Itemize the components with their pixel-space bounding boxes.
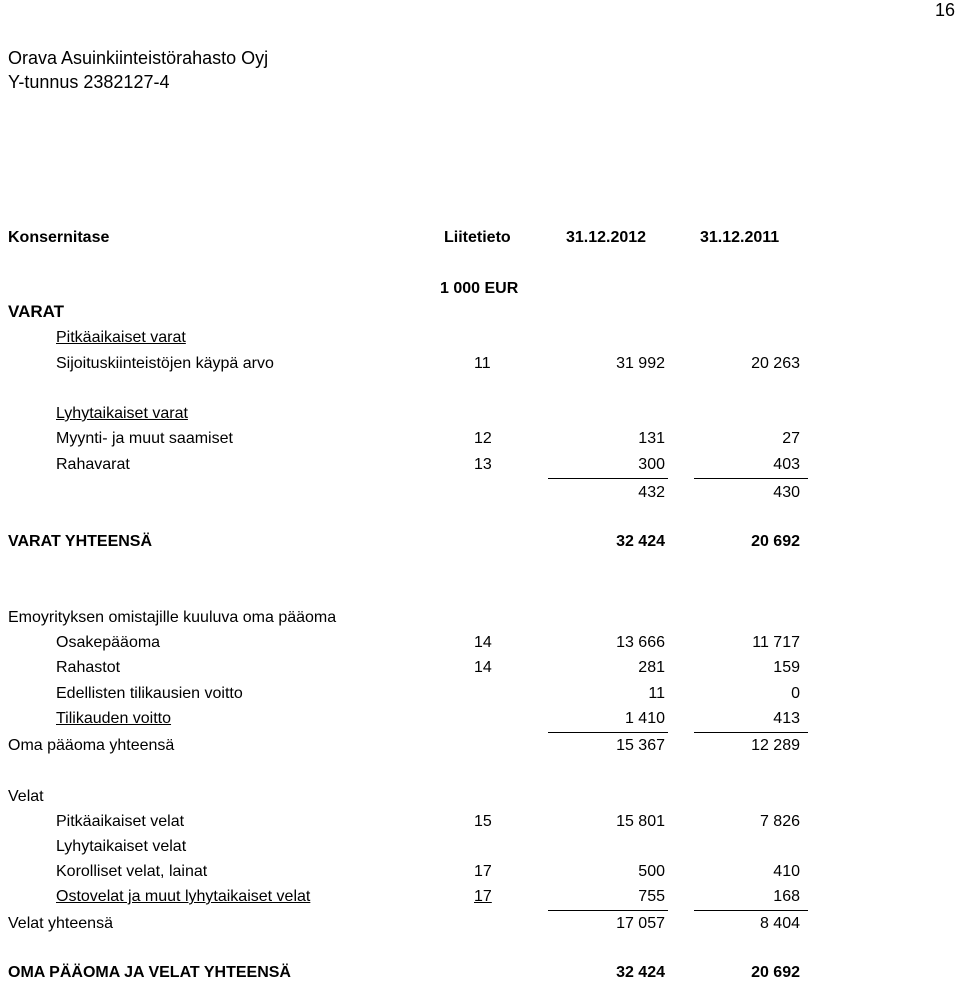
assets-total-2011: 20 692 (751, 533, 800, 550)
row-label: Ostovelat ja muut lyhytaikaiset velat (56, 888, 311, 905)
current-assets-subtotal-2011: 430 (773, 484, 800, 501)
assets-total-label: VARAT YHTEENSÄ (8, 533, 153, 550)
row-value-2012: 11 (648, 685, 665, 702)
current-assets-subtotal-2012: 432 (638, 484, 665, 501)
equity-total-label: Oma pääoma yhteensä (8, 737, 175, 754)
row-label: Sijoituskiinteistöjen käypä arvo (56, 355, 274, 372)
row-note: 14 (474, 634, 492, 651)
row-value-2011: 403 (773, 456, 800, 473)
row-note: 11 (474, 355, 491, 372)
row-note: 17 (474, 863, 492, 880)
row-value-2012: 15 801 (616, 813, 665, 830)
assets-total-2012: 32 424 (616, 533, 665, 550)
row-value-2012: 281 (638, 659, 665, 676)
row-note: 14 (474, 659, 492, 676)
liabilities-total-2011: 8 404 (759, 915, 800, 932)
page-number: 16 (934, 0, 955, 20)
current-liabilities-heading: Lyhytaikaiset velat (56, 838, 187, 855)
equity-total-2011: 12 289 (751, 737, 800, 754)
company-name: Orava Asuinkiinteistörahasto Oyj (8, 48, 269, 68)
current-assets-heading: Lyhytaikaiset varat (56, 405, 188, 422)
row-value-2011: 7 826 (759, 813, 800, 830)
statement-title: Konsernitase (8, 229, 110, 246)
assets-heading: VARAT (8, 302, 65, 321)
row-value-2011: 0 (791, 685, 800, 702)
row-label: Korolliset velat, lainat (56, 863, 208, 880)
row-value-2011: 20 263 (751, 355, 800, 372)
subtotal-rule (694, 478, 808, 479)
grand-total-label: OMA PÄÄOMA JA VELAT YHTEENSÄ (8, 964, 291, 981)
subtotal-rule (548, 478, 668, 479)
liabilities-total-2012: 17 057 (616, 915, 665, 932)
row-value-2011: 413 (773, 710, 800, 727)
note-column-header: Liitetieto (444, 229, 511, 246)
grand-total-2011: 20 692 (751, 964, 800, 981)
equity-heading: Emoyrityksen omistajille kuuluva oma pääoma (8, 609, 337, 626)
row-label: Pitkäaikaiset velat (56, 813, 185, 830)
row-value-2012: 31 992 (616, 355, 665, 372)
row-value-2011: 159 (773, 659, 800, 676)
grand-total-2012: 32 424 (616, 964, 665, 981)
year2-header: 31.12.2011 (700, 229, 780, 246)
row-note: 12 (474, 430, 492, 447)
subtotal-rule (694, 732, 808, 733)
row-label: Rahastot (56, 659, 121, 676)
row-note: 17 (474, 888, 492, 905)
row-value-2012: 300 (638, 456, 665, 473)
row-label: Osakepääoma (56, 634, 161, 651)
row-value-2012: 13 666 (616, 634, 665, 651)
row-label: Tilikauden voitto (56, 710, 172, 727)
subtotal-rule (548, 910, 668, 911)
subtotal-rule (694, 910, 808, 911)
equity-total-2012: 15 367 (616, 737, 665, 754)
row-value-2011: 27 (782, 430, 800, 447)
unit-label: 1 000 EUR (440, 280, 519, 297)
row-note: 15 (474, 813, 492, 830)
row-value-2012: 131 (638, 430, 665, 447)
row-value-2011: 11 717 (752, 634, 800, 651)
row-value-2011: 168 (773, 888, 800, 905)
row-value-2011: 410 (773, 863, 800, 880)
row-label: Rahavarat (56, 456, 130, 473)
subtotal-rule (548, 732, 668, 733)
row-label: Edellisten tilikausien voitto (56, 685, 243, 702)
business-id: Y-tunnus 2382127-4 (8, 72, 170, 92)
row-label: Myynti- ja muut saamiset (56, 430, 233, 447)
row-value-2012: 500 (638, 863, 665, 880)
row-note: 13 (474, 456, 492, 473)
row-value-2012: 1 410 (624, 710, 665, 727)
row-value-2012: 755 (638, 888, 665, 905)
liabilities-total-label: Velat yhteensä (8, 915, 113, 932)
year1-header: 31.12.2012 (566, 229, 647, 246)
noncurrent-assets-heading: Pitkäaikaiset varat (56, 329, 186, 346)
liabilities-heading: Velat (8, 788, 44, 805)
